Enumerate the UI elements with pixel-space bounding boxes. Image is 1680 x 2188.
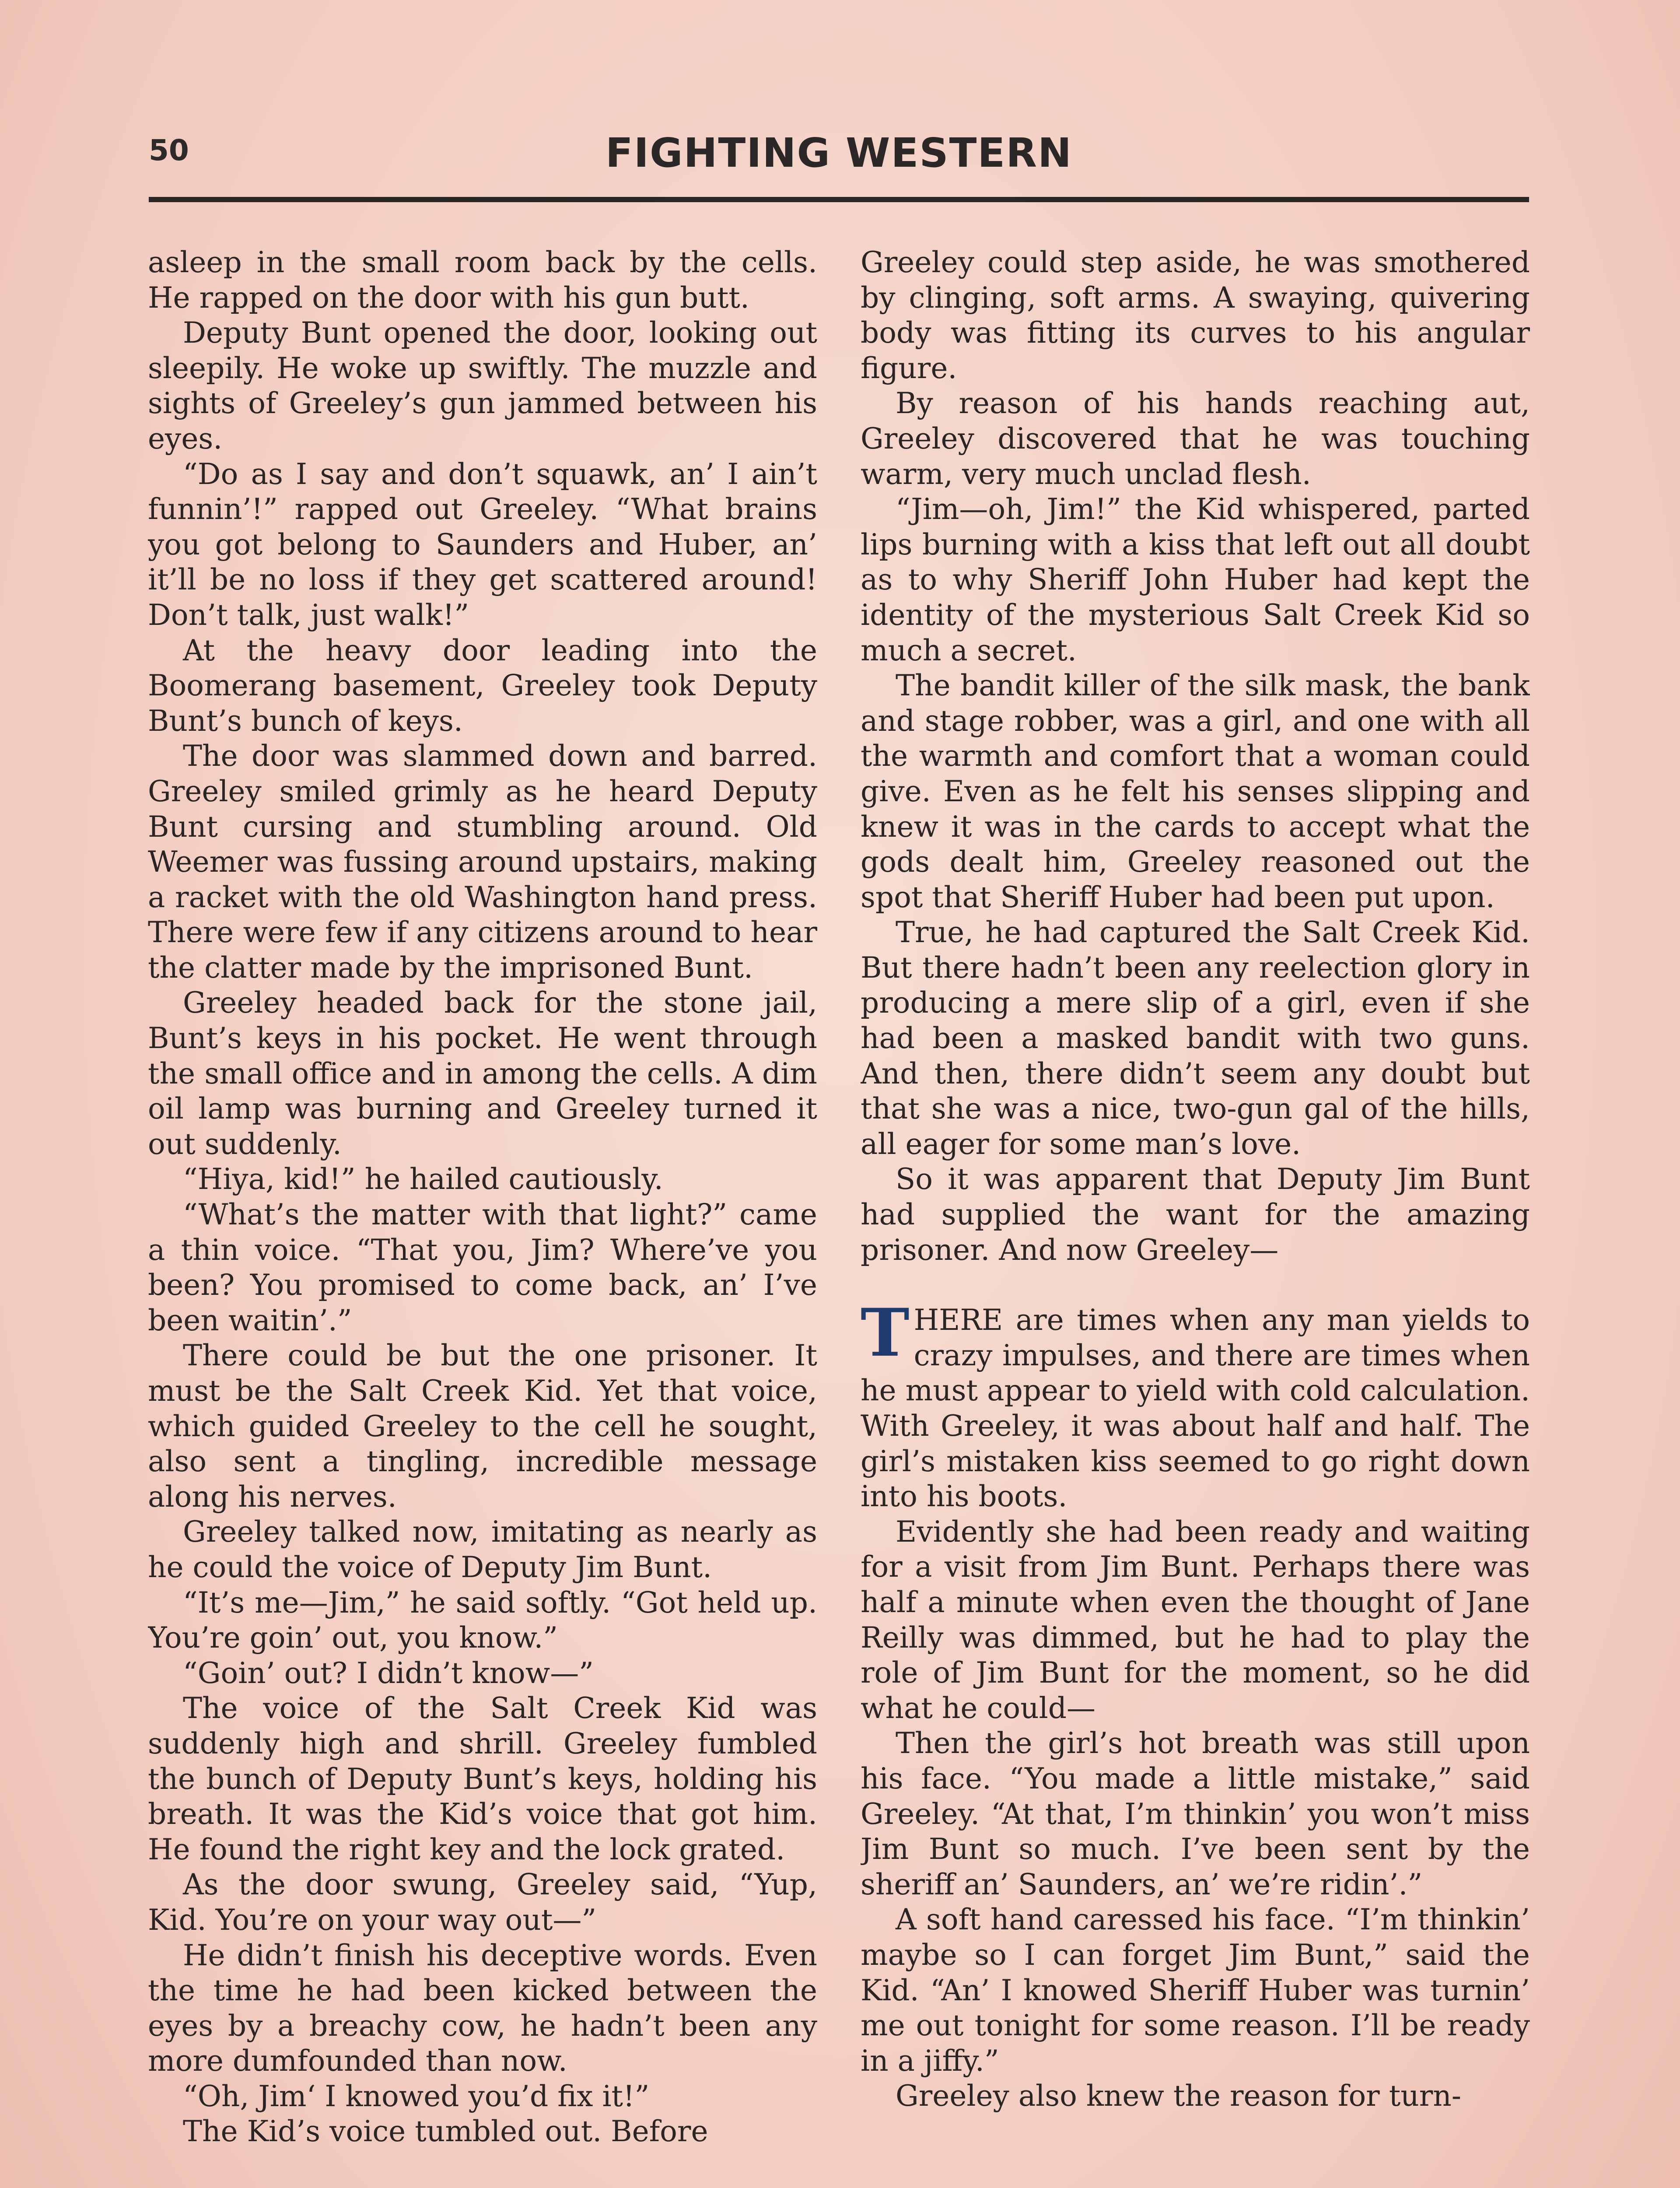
paragraph: By reason of his hands reaching aut, Greeley discovered that he was touching warm, very much unclad flesh. <box>861 386 1530 491</box>
header-rule <box>149 197 1529 202</box>
page-header <box>149 131 1529 184</box>
paragraph: Greeley headed back for the stone jail, Bunt’s keys in his pocket. He went through the small office and in among the cells. A dim oil lamp was burning and Greeley turned it out suddenly. <box>148 986 817 1161</box>
paragraph: So it was apparent that Deputy Jim Bunt had supplied the want for the amazing prisoner. And now Greeley— <box>861 1162 1530 1267</box>
paragraph: The bandit killer of the silk mask, the bank and stage robber, was a girl, and one with all the warmth and comfort that a woman could give. Even as he felt his senses slipping and knew it was in the cards to accept what the gods dealt him, Greeley reasoned out the spot that Sheriff Huber had been put upon. <box>861 669 1530 914</box>
left-column <box>148 245 817 2188</box>
paragraph: “What’s the matter with that light?” came a thin voice. “That you, Jim? Where’ve you been? You promised to come back, an’ I’ve been waitin’.” <box>148 1198 817 1337</box>
paragraph: There could be but the one prisoner. It must be the Salt Creek Kid. Yet that voice, which guided Greeley to the cell he sought, also sent a tingling, incredible message along his nerves. <box>148 1339 817 1514</box>
paragraph: Deputy Bunt opened the door, looking out sleepily. He woke up swiftly. The muzzle and sights of Greeley’s gun jammed between his eyes. <box>148 316 817 456</box>
paragraph: “Jim—oh, Jim!” the Kid whispered, parted lips burning with a kiss that left out all doubt as to why Sheriff John Huber had kept the identity of the mysterious Salt Creek Kid so much a secret. <box>861 492 1530 667</box>
paragraph: asleep in the small room back by the cells. He rapped on the door with his gun butt. <box>148 245 817 315</box>
magazine-title: FIGHTING WESTERN <box>605 130 1073 176</box>
paragraph: “Hiya, kid!” he hailed cautiously. <box>183 1162 663 1196</box>
paragraph: Greeley talked now, imitating as nearly as he could the voice of Deputy Jim Bunt. <box>148 1515 817 1584</box>
paragraph-text: HERE are times when any man yields to crazy impulses, and there are times when he must appear to yield with cold calculation. With Greeley, it was about half and half. The girl’s mistaken kiss seemed to go right down into his boots. <box>861 1303 1530 1514</box>
paragraph: Evidently she had been ready and waiting for a visit from Jim Bunt. Perhaps there was half a minute when even the thought of Jane Reilly was dimmed, but he had to play the role of Jim Bunt for the moment, so he did what he could— <box>861 1515 1530 1725</box>
paragraph: Greeley could step aside, he was smothered by clinging, soft arms. A swaying, quivering body was fitting its curves to his angular figure. <box>861 245 1530 385</box>
paragraph: A soft hand caressed his face. “I’m thinkin’ maybe so I can forget Jim Bunt,” said the Kid. “An’ I knowed Sheriff Huber was turnin’ me out tonight for some reason. I’ll be ready in a jiffy.” <box>861 1903 1530 2078</box>
page-number: 50 <box>149 133 189 167</box>
paragraph: The voice of the Salt Creek Kid was suddenly high and shrill. Greeley fumbled the bunch of Deputy Bunt’s keys, holding his breath. It was the Kid’s voice that got him. He found the right key and the lock grated. <box>148 1691 817 1866</box>
paragraph: “Do as I say and don’t squawk, an’ I ain’t funnin’!” rapped out Greeley. “What brains you got belong to Saunders and Huber, an’ it’ll be no loss if they get scattered around! Don’t talk, just walk!” <box>148 457 817 632</box>
paragraph: Greeley also knew the reason for turn- <box>896 2079 1462 2113</box>
paragraph: “Oh, Jim‘ I knowed you’d fix it!” <box>183 2079 650 2113</box>
paragraph: As the door swung, Greeley said, “Yup, Kid. You’re on your way out—” <box>148 1868 817 1937</box>
paragraph: The Kid’s voice tumbled out. Before <box>183 2114 708 2149</box>
paragraph: True, he had captured the Salt Creek Kid. But there hadn’t been any reelection glory in producing a mere slip of a girl, even if she had been a masked bandit with two guns. And then, there didn’t seem any doubt but that she was a nice, two-gun gal of the hills, all eager for some man’s love. <box>861 915 1530 1161</box>
paragraph: He didn’t finish his deceptive words. Even the time he had been kicked between the eyes by a breachy cow, he hadn’t been any more dumfounded than now. <box>148 1938 817 2078</box>
paragraph: Then the girl’s hot breath was still upon his face. “You made a little mistake,” said Greeley. “At that, I’m thinkin’ you won’t miss Jim Bunt so much. I’ve been sent by the sheriff an’ Saunders, an’ we’re ridin’.” <box>861 1726 1530 1901</box>
paragraph: The door was slammed down and barred. Greeley smiled grimly as he heard Deputy Bunt cursing and stumbling around. Old Weemer was fussing around upstairs, making a racket with the old Washington hand press. There were few if any citizens around to hear the clatter made by the imprisoned Bunt. <box>148 739 817 985</box>
section-start-paragraph <box>861 1294 1530 1515</box>
paragraph: “It’s me—Jim,” he said softly. “Got held up. You’re goin’ out, you know.” <box>148 1585 817 1655</box>
right-column <box>861 245 1530 2188</box>
paragraph: At the heavy door leading into the Boomerang basement, Greeley took Deputy Bunt’s bunch of keys. <box>148 633 817 738</box>
drop-cap: T <box>861 1294 910 1372</box>
paragraph: “Goin’ out? I didn’t know—” <box>183 1656 594 1690</box>
